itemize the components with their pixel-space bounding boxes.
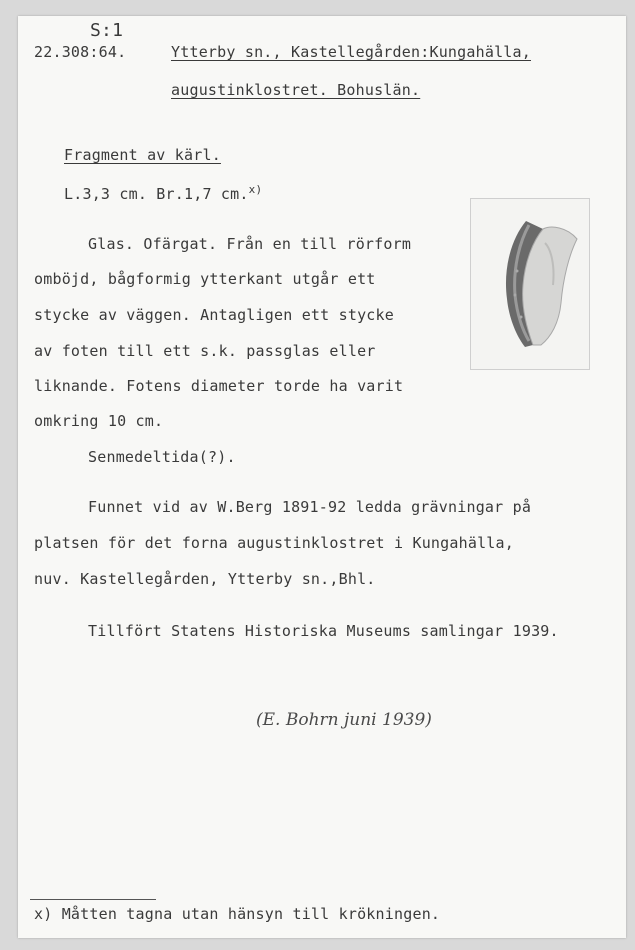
location-line-2: augustinklostret. Bohuslän. bbox=[171, 81, 421, 99]
acquisition: Tillfört Statens Historiska Museums samlingar 1939. bbox=[88, 622, 559, 640]
description-line-1: Glas. Ofärgat. Från en till rörform bbox=[88, 235, 412, 253]
find-line-2: platsen för det forna augustinklostret i Kungahälla, bbox=[34, 534, 514, 552]
catalog-card bbox=[18, 16, 626, 938]
footnote: x) Måtten tagna utan hänsyn till krökningen. bbox=[34, 905, 441, 923]
dating: Senmedeltida(?). bbox=[88, 448, 236, 466]
inventory-number: 22.308:64. bbox=[34, 43, 127, 61]
dimensions-note-mark: x) bbox=[248, 183, 263, 196]
dimensions-text: L.3,3 cm. Br.1,7 cm. bbox=[64, 185, 249, 203]
description-line-6: omkring 10 cm. bbox=[34, 412, 164, 430]
description-line-3: stycke av väggen. Antagligen ett stycke bbox=[34, 306, 394, 324]
location-line-1: Ytterby sn., Kastellegården:Kungahälla, bbox=[171, 43, 531, 61]
find-line-3: nuv. Kastellegården, Ytterby sn.,Bhl. bbox=[34, 570, 376, 588]
description-line-5: liknande. Fotens diameter torde ha varit bbox=[34, 377, 404, 395]
object-dimensions bbox=[64, 183, 262, 203]
find-line-1: Funnet vid av W.Berg 1891-92 ledda grävningar på bbox=[88, 498, 532, 516]
description-line-4: av foten till ett s.k. passglas eller bbox=[34, 342, 376, 360]
glass-fragment-image bbox=[471, 199, 589, 369]
fragment-photo bbox=[470, 198, 590, 370]
corner-mark: S:1 bbox=[90, 20, 124, 41]
signature: (E. Bohrn juni 1939) bbox=[256, 710, 432, 730]
description-line-2: omböjd, bågformig ytterkant utgår ett bbox=[34, 270, 376, 288]
object-title: Fragment av kärl. bbox=[64, 146, 221, 164]
footnote-rule bbox=[30, 899, 156, 900]
